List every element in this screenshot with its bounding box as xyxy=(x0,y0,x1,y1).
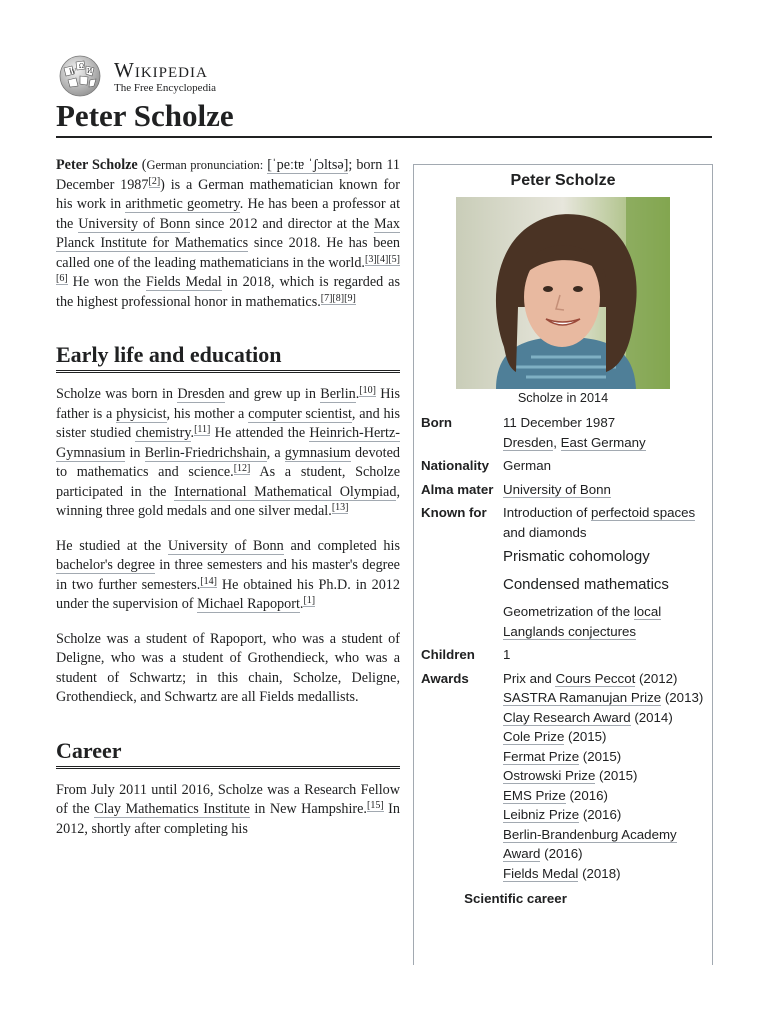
link-fields-medal[interactable]: Fields Medal xyxy=(145,274,222,290)
portrait-photo[interactable] xyxy=(456,197,670,389)
award-item: Fields Medal (2018) xyxy=(503,865,621,881)
site-tagline: The Free Encyclopedia xyxy=(114,81,217,94)
link-dresden[interactable]: Dresden xyxy=(503,434,554,450)
link-physicist[interactable]: physicist xyxy=(116,405,167,422)
ref-link[interactable]: [14] xyxy=(200,575,217,587)
infobox-row-awards: Awards Prix and Cours Peccot (2012) SASTRA Ramanujan Prize (2013) Clay Research Award (2014) Cole Prize (2015) Fermat Prize (2015) Ostrowski Prize (2015) EMS Prize (2016) Leibniz Prize (2016) Berlin-Brandenburg Academy Award (2016) Fields Medal (2018) xyxy=(414,667,712,886)
page-title: Peter Scholze xyxy=(56,98,234,133)
award-item: SASTRA Ramanujan Prize (2013) xyxy=(503,690,704,705)
ref-link[interactable]: [10] xyxy=(359,385,376,396)
link-clay-mathematics-institute[interactable]: Clay Mathematics Institute xyxy=(94,801,250,817)
link-arithmetic-geometry[interactable]: arithmetic geometry xyxy=(125,196,240,212)
early-life-paragraph-1: Scholze was born in Dresden and grew up in Berlin.[10] His father is a physicist, his mother a computer scientist, and his sister studied chemistry.[11] He attended the Heinrich-Hertz-Gymnasium in Berlin-Friedrichshain, a gymnasium devoted to mathematics and science.[12] As a student, Scholze participated in the International Mathematical Olympiad, winning three gold medals and one silver medal.[13] xyxy=(56,385,400,519)
title-divider xyxy=(56,136,712,138)
wikipedia-globe-icon xyxy=(56,54,104,98)
link-michael-rapoport[interactable]: Michael Rapoport xyxy=(197,596,300,612)
section-heading-career: Career xyxy=(56,736,400,769)
link-computer-scientist[interactable]: computer scientist xyxy=(248,405,352,422)
infobox-row-children: Children 1 xyxy=(421,647,511,662)
link-bachelors-degree[interactable]: bachelor's degree xyxy=(56,557,155,573)
link-university-of-bonn[interactable]: University of Bonn xyxy=(167,537,284,554)
link-max-planck-institute[interactable]: Max Planck Institute for Mathematics xyxy=(56,215,400,251)
ref-link[interactable]: [5] xyxy=(388,253,400,265)
link-east-germany[interactable]: East Germany xyxy=(560,434,646,450)
award-item: Leibniz Prize (2016) xyxy=(503,807,622,822)
ref-link[interactable]: [15] xyxy=(366,800,384,811)
section-heading-early-life: Early life and education xyxy=(56,340,400,373)
awards-list xyxy=(503,669,712,884)
known-for-condensed: Condensed mathematics xyxy=(503,576,669,593)
link-gymnasium[interactable]: gymnasium xyxy=(284,444,351,461)
link-imo[interactable]: International Mathematical Olympiad xyxy=(174,483,397,500)
award-item: EMS Prize (2016) xyxy=(503,787,608,803)
infobox-row-born: Born 11 December 1987 Dresden, East Germany xyxy=(421,415,646,450)
portrait-image xyxy=(456,197,670,389)
ref-link[interactable]: [9] xyxy=(344,292,356,304)
link-local-langlands[interactable]: local Langlands conjectures xyxy=(503,604,662,639)
link-university-of-bonn[interactable]: University of Bonn xyxy=(78,215,191,232)
award-link[interactable]: Fermat Prize xyxy=(503,748,580,764)
infobox-row-nationality: Nationality German xyxy=(421,458,552,473)
infobox-row-alma-mater: Alma mater University of Bonn xyxy=(421,481,611,497)
intro-name: Peter Scholze xyxy=(56,157,138,173)
ref-link[interactable]: [11] xyxy=(194,424,211,435)
ref-link[interactable]: [8] xyxy=(332,292,345,304)
svg-text:Ω: Ω xyxy=(79,63,84,70)
article-body xyxy=(56,156,400,854)
award-link[interactable]: Cole Prize xyxy=(503,729,565,744)
ref-link[interactable]: [3] xyxy=(364,253,377,265)
ref-link[interactable]: [13] xyxy=(331,502,349,513)
award-link[interactable]: Berlin-Brandenburg Academy Award xyxy=(503,826,677,861)
link-heinrich-hertz-gymnasium[interactable]: Heinrich-Hertz-Gymnasium xyxy=(56,425,400,461)
award-link[interactable]: Cours Peccot xyxy=(555,670,636,686)
early-life-paragraph-3: Scholze was a student of Rapoport, who was a student of Deligne, who was a student of Grothendieck, who was a student of Schwartz; in this chain, Scholze, Deligne, Grothendieck, and Schwartz are all Fields medallists. xyxy=(56,630,400,705)
site-name: Wikipedia xyxy=(114,57,208,82)
pronunciation-label: German pronunciation: xyxy=(146,158,264,172)
award-item: Cole Prize (2015) xyxy=(503,729,607,744)
award-link[interactable]: SASTRA Ramanujan Prize xyxy=(503,690,662,705)
award-link[interactable]: EMS Prize xyxy=(503,787,566,803)
ref-link[interactable]: [1] xyxy=(303,595,316,606)
link-berlin-friedrichshain[interactable]: Berlin-Friedrichshain xyxy=(144,444,267,461)
intro-paragraph: Peter Scholze (German pronunciation: [ˈpeːtɐ ˈʃɔltsə]; born 11 December 1987[2]) is a German mathematician known for his work in arithmetic geometry. He has been a professor at the University of Bonn since 2012 and director at the Max Planck Institute for Mathematics since 2018. He has been called one of the leading mathematicians in the world.[3][4][5][6] He won the Fields Medal in 2018, which is regarded as the highest professional honor in mathematics.[7][8][9] xyxy=(56,157,401,310)
infobox xyxy=(413,164,713,965)
wikipedia-logo[interactable] xyxy=(56,54,216,98)
scientific-career-header: Scientific career xyxy=(464,891,567,906)
award-link[interactable]: Leibniz Prize xyxy=(503,807,580,822)
award-link[interactable]: Ostrowski Prize xyxy=(503,768,596,783)
link-chemistry[interactable]: chemistry xyxy=(135,425,191,441)
early-life-paragraph-2: He studied at the University of Bonn and completed his bachelor's degree in three semesters and his master's degree in two further semesters.[14] He obtained his Ph.D. in 2012 under the supervision of Michael Rapoport.[1] xyxy=(56,537,400,612)
award-link[interactable]: Fields Medal xyxy=(503,865,579,881)
infobox-row-known-for: Known for Introduction of perfectoid spaces and diamonds Prismatic cohomology Condensed mathematics Geometrization of the local Langlands conjectures xyxy=(414,501,712,643)
ref-link[interactable]: [2] xyxy=(148,175,161,187)
infobox-title: Peter Scholze xyxy=(510,172,616,189)
career-paragraph-1: From July 2011 until 2016, Scholze was a Research Fellow of the Clay Mathematics Institute in New Hampshire.[15] In 2012, shortly after completing his xyxy=(56,781,400,837)
award-item: Berlin-Brandenburg Academy Award (2016) xyxy=(503,826,677,861)
link-dresden[interactable]: Dresden xyxy=(177,386,225,402)
award-item: Clay Research Award (2014) xyxy=(503,709,673,725)
known-for-prismatic: Prismatic cohomology xyxy=(503,548,650,565)
ref-link[interactable]: [6] xyxy=(56,273,68,284)
award-item: Ostrowski Prize (2015) xyxy=(503,768,638,783)
award-item: Prix and Cours Peccot (2012) xyxy=(503,670,678,686)
photo-caption: Scholze in 2014 xyxy=(517,390,609,405)
award-item: Fermat Prize (2015) xyxy=(503,748,622,764)
ref-link[interactable]: [12] xyxy=(233,463,251,474)
link-university-of-bonn[interactable]: University of Bonn xyxy=(503,481,611,497)
link-berlin[interactable]: Berlin xyxy=(320,386,356,402)
ref-link[interactable]: [7] xyxy=(320,292,333,304)
svg-text:И: И xyxy=(87,68,93,75)
svg-text:W: W xyxy=(69,68,77,76)
ipa-link[interactable]: [ˈpeːtɐ ˈʃɔltsə] xyxy=(267,157,349,173)
ref-link[interactable]: [4] xyxy=(376,253,389,265)
link-perfectoid-spaces[interactable]: perfectoid spaces xyxy=(590,505,696,520)
award-link[interactable]: Clay Research Award xyxy=(503,709,631,725)
